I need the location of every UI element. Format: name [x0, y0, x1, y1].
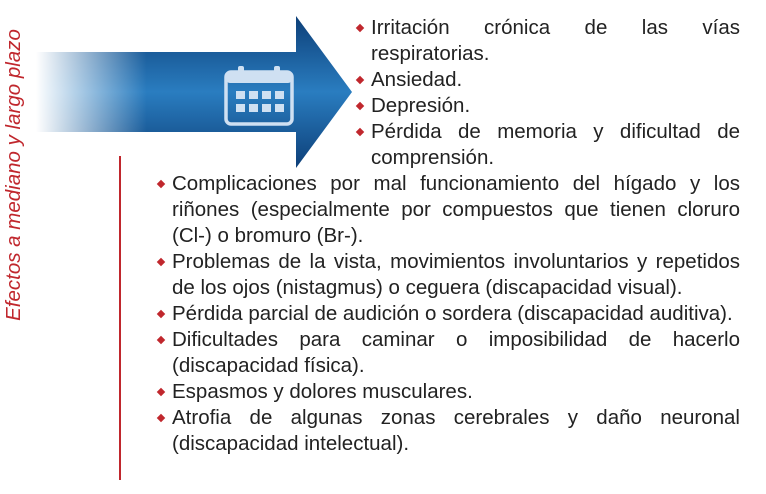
list-item: Pérdida de memoria y dificultad de comprensión. [355, 119, 740, 171]
calendar-icon [224, 66, 294, 126]
list-item: Ansiedad. [355, 67, 740, 93]
list-item: Depresión. [355, 93, 740, 119]
list-item: Complicaciones por mal funcionamiento del hígado y los riñones (especialmente por compuestos que tienen cloruro (Cl-) o bromuro (Br-). [156, 171, 740, 249]
main-effects-list [156, 171, 740, 457]
list-item: Dificultades para caminar o imposibilidad de hacerlo (discapacidad física). [156, 327, 740, 379]
divider-line [119, 156, 121, 480]
list-item: Problemas de la vista, movimientos involuntarios y repetidos de los ojos (nistagmus) o ceguera (discapacidad visual). [156, 249, 740, 301]
list-item: Irritación crónica de las vías respiratorias. [355, 15, 740, 67]
arrow-graphic [36, 16, 352, 168]
list-item: Espasmos y dolores musculares. [156, 379, 740, 405]
list-item: Atrofia de algunas zonas cerebrales y daño neuronal (discapacidad intelectual). [156, 405, 740, 457]
list-item: Pérdida parcial de audición o sordera (discapacidad auditiva). [156, 301, 740, 327]
top-effects-list [355, 15, 740, 171]
section-title: Efectos a mediano y largo plazo [2, 29, 25, 321]
